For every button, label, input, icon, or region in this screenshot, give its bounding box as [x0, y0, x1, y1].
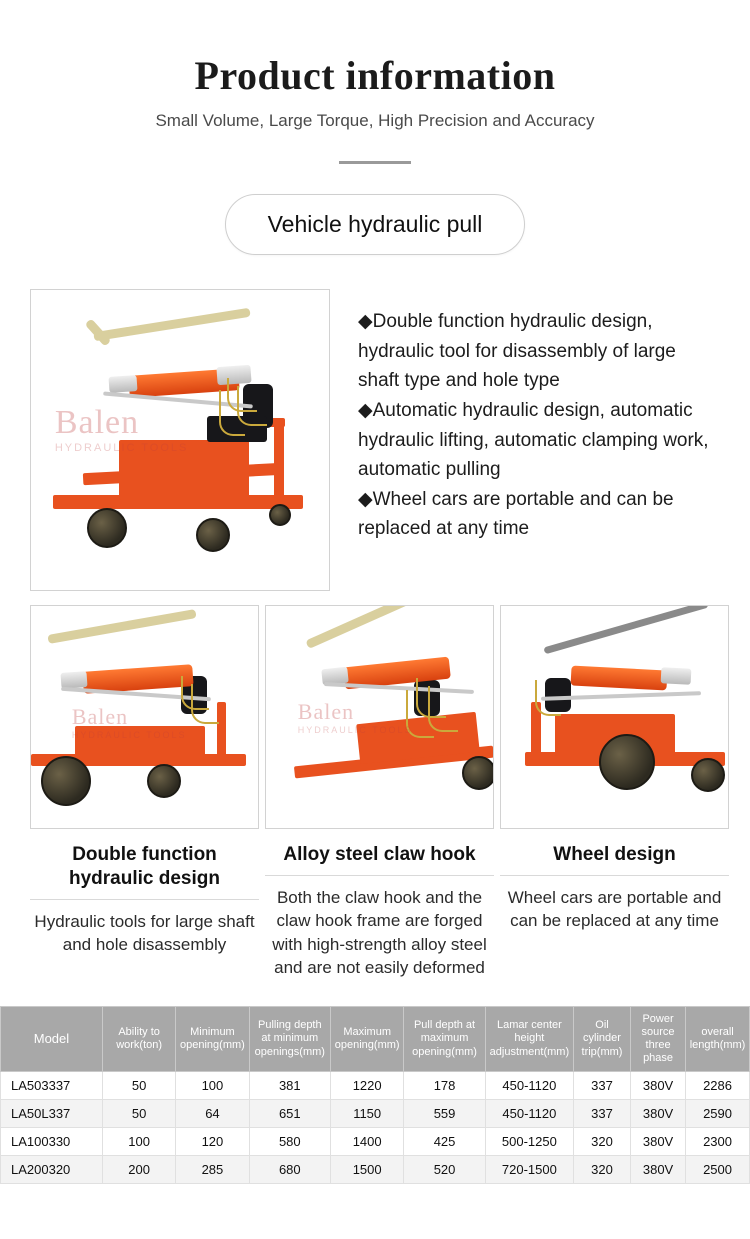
feature-row — [0, 605, 750, 980]
feature-desc: Wheel cars are portable and can be replaced at any time — [507, 887, 722, 931]
cell-cylinder-trip: 320 — [573, 1156, 630, 1184]
page-title: Product information — [194, 53, 556, 98]
cell-pull-depth-max: 520 — [404, 1156, 486, 1184]
col-min-opening: Minimum opening(mm) — [176, 1006, 249, 1072]
col-ability: Ability to work(ton) — [102, 1006, 175, 1072]
cell-lamar-height: 450-1120 — [485, 1072, 573, 1100]
hero-bullet-1: ◆Double function hydraulic design, hydraulic tool for disassembly of large shaft type and hole type — [358, 311, 676, 392]
hero-product-image — [30, 289, 330, 591]
cell-overall-length: 2300 — [686, 1128, 750, 1156]
feature-item — [30, 605, 259, 980]
cell-model: LA100330 — [1, 1128, 103, 1156]
col-pull-depth-max: Pull depth at maximum opening(mm) — [404, 1006, 486, 1072]
header-divider — [339, 161, 411, 164]
cell-lamar-height: 720-1500 — [485, 1156, 573, 1184]
cell-power-source: 380V — [631, 1100, 686, 1128]
feature-desc: Both the claw hook and the claw hook frame are forged with high-strength alloy steel and are not easily deformed — [272, 887, 487, 978]
table-header-row — [1, 1006, 750, 1072]
table-row — [1, 1072, 750, 1100]
watermark: Balen HYDRAULIC TOOLS — [297, 699, 413, 736]
cell-min-opening: 120 — [176, 1128, 249, 1156]
cell-min-opening: 64 — [176, 1100, 249, 1128]
spec-table-container — [0, 1006, 750, 1201]
cell-model: LA503337 — [1, 1072, 103, 1100]
cell-cylinder-trip: 337 — [573, 1100, 630, 1128]
col-power-source: Power source three phase — [631, 1006, 686, 1072]
hero-bullet-2: ◆Automatic hydraulic design, automatic hydraulic lifting, automatic clamping work, automatic pulling — [358, 399, 709, 481]
feature-item — [265, 605, 494, 980]
cell-model: LA200320 — [1, 1156, 103, 1184]
page-header — [0, 0, 750, 164]
col-cylinder-trip: Oil cylinder trip(mm) — [573, 1006, 630, 1072]
feature-image-wheel-design — [500, 605, 729, 829]
cell-max-opening: 1400 — [331, 1128, 404, 1156]
cell-power-source: 380V — [631, 1128, 686, 1156]
col-overall-length: overall length(mm) — [686, 1006, 750, 1072]
cell-cylinder-trip: 320 — [573, 1128, 630, 1156]
cell-overall-length: 2286 — [686, 1072, 750, 1100]
cell-pull-depth-max: 178 — [404, 1072, 486, 1100]
specification-table — [0, 1006, 750, 1185]
product-illustration — [31, 290, 329, 590]
cell-max-opening: 1220 — [331, 1072, 404, 1100]
table-row — [1, 1100, 750, 1128]
section-title: Vehicle hydraulic pull — [225, 194, 526, 255]
page-subtitle: Small Volume, Large Torque, High Precision and Accuracy — [155, 111, 595, 130]
cell-pull-depth-min: 580 — [249, 1128, 331, 1156]
cell-lamar-height: 500-1250 — [485, 1128, 573, 1156]
cell-pull-depth-min: 651 — [249, 1100, 331, 1128]
cell-max-opening: 1150 — [331, 1100, 404, 1128]
feature-title: Double function hydraulic design — [30, 843, 259, 900]
feature-title: Wheel design — [500, 843, 729, 876]
cell-overall-length: 2500 — [686, 1156, 750, 1184]
cell-ability: 100 — [102, 1128, 175, 1156]
col-lamar-height: Lamar center height adjustment(mm) — [485, 1006, 573, 1072]
cell-pull-depth-min: 680 — [249, 1156, 331, 1184]
col-model: Model — [1, 1006, 103, 1072]
feature-desc: Hydraulic tools for large shaft and hole disassembly — [34, 911, 255, 954]
cell-min-opening: 285 — [176, 1156, 249, 1184]
watermark: Balen HYDRAULIC TOOLS — [54, 404, 189, 454]
section-title-container — [0, 194, 750, 255]
hero-bullets — [358, 289, 720, 591]
cell-pull-depth-max: 425 — [404, 1128, 486, 1156]
feature-image-claw-hook — [265, 605, 494, 829]
cell-power-source: 380V — [631, 1072, 686, 1100]
col-max-opening: Maximum opening(mm) — [331, 1006, 404, 1072]
cell-pull-depth-max: 559 — [404, 1100, 486, 1128]
cell-min-opening: 100 — [176, 1072, 249, 1100]
feature-item — [500, 605, 729, 980]
cell-overall-length: 2590 — [686, 1100, 750, 1128]
col-pull-depth-min: Pulling depth at minimum openings(mm) — [249, 1006, 331, 1072]
hero-bullet-3: ◆Wheel cars are portable and can be replaced at any time — [358, 488, 674, 540]
cell-cylinder-trip: 337 — [573, 1072, 630, 1100]
cell-pull-depth-min: 381 — [249, 1072, 331, 1100]
feature-title: Alloy steel claw hook — [265, 843, 494, 876]
table-row — [1, 1128, 750, 1156]
cell-ability: 50 — [102, 1072, 175, 1100]
table-row — [1, 1156, 750, 1184]
cell-max-opening: 1500 — [331, 1156, 404, 1184]
feature-image-double-function — [30, 605, 259, 829]
cell-power-source: 380V — [631, 1156, 686, 1184]
cell-model: LA50L337 — [1, 1100, 103, 1128]
cell-lamar-height: 450-1120 — [485, 1100, 573, 1128]
cell-ability: 200 — [102, 1156, 175, 1184]
cell-ability: 50 — [102, 1100, 175, 1128]
watermark: Balen HYDRAULIC TOOLS — [71, 703, 187, 740]
hero-section — [0, 289, 750, 591]
